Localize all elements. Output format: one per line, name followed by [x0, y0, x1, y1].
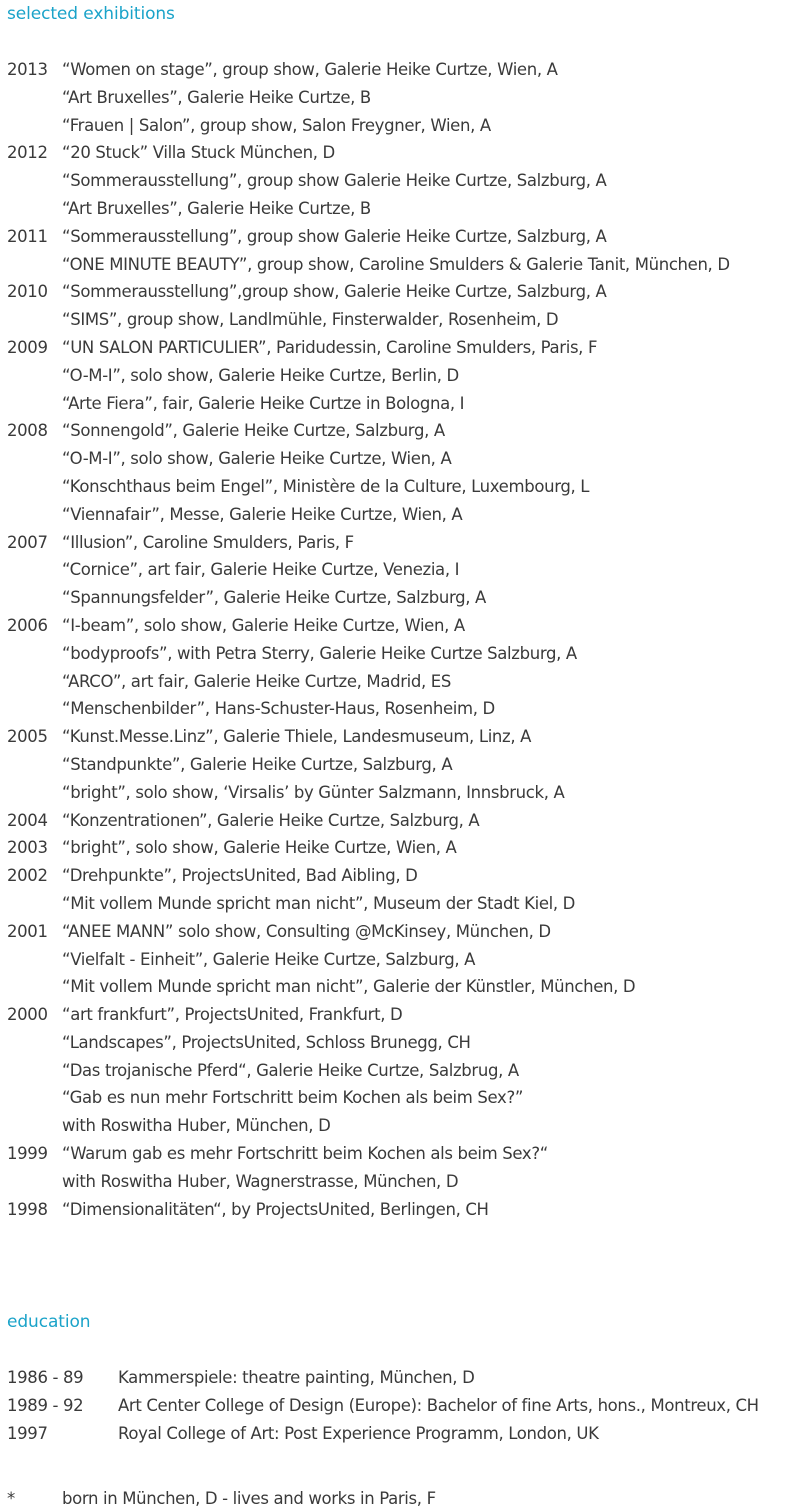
- exhibition-row: [0, 473, 800, 501]
- exhibition-row: [0, 306, 800, 334]
- exhibition-entry: “Mit vollem Munde spricht man nicht”, Museum der Stadt Kiel, D: [62, 893, 575, 913]
- exhibition-entry: “Sommerausstellung”,group show, Galerie Heike Curtze, Salzburg, A: [62, 282, 607, 302]
- education-period: 1997: [7, 1424, 48, 1443]
- education-heading: education: [7, 1312, 91, 1332]
- exhibition-row: [0, 445, 800, 473]
- exhibition-row: [0, 584, 800, 612]
- exhibition-row: [0, 1196, 800, 1224]
- exhibition-row: [0, 1001, 800, 1029]
- exhibition-row: [0, 751, 800, 779]
- exhibition-row: [0, 362, 800, 390]
- footnote-text: born in München, D - lives and works in Paris, F: [62, 1489, 436, 1508]
- exhibition-year: 2003: [7, 838, 48, 858]
- exhibition-row: [0, 890, 800, 918]
- exhibition-row: [0, 529, 800, 557]
- exhibition-row: [0, 139, 800, 167]
- exhibition-row: [0, 612, 800, 640]
- exhibition-entry: “Konschthaus beim Engel”, Ministère de la Culture, Luxembourg, L: [62, 476, 590, 496]
- exhibition-row: [0, 112, 800, 140]
- education-period: 1989 - 92: [7, 1396, 84, 1415]
- education-list: [0, 1364, 800, 1448]
- exhibition-row: [0, 195, 800, 223]
- exhibition-entry: “Konzentrationen”, Galerie Heike Curtze, Salzburg, A: [62, 810, 480, 830]
- education-row: [0, 1420, 800, 1448]
- exhibition-row: [0, 501, 800, 529]
- exhibition-entry: “Das trojanische Pferd“, Galerie Heike Curtze, Salzbrug, A: [62, 1060, 519, 1080]
- exhibition-row: [0, 1140, 800, 1168]
- exhibition-row: [0, 223, 800, 251]
- exhibition-entry: “Menschenbilder”, Hans-Schuster-Haus, Rosenheim, D: [62, 699, 495, 719]
- exhibition-entry: “Arte Fiera”, fair, Galerie Heike Curtze in Bologna, I: [62, 393, 465, 413]
- exhibition-row: [0, 973, 800, 1001]
- exhibition-row: [0, 390, 800, 418]
- exhibition-year: 2010: [7, 282, 48, 302]
- exhibition-entry: “Sonnengold”, Galerie Heike Curtze, Salzburg, A: [62, 421, 445, 441]
- exhibition-row: [0, 84, 800, 112]
- exhibition-row: [0, 946, 800, 974]
- exhibition-entry: “bodyproofs”, with Petra Sterry, Galerie Heike Curtze Salzburg, A: [62, 643, 577, 663]
- exhibition-year: 2013: [7, 60, 48, 79]
- exhibition-entry: “Frauen | Salon”, group show, Salon Freygner, Wien, A: [62, 115, 491, 135]
- exhibition-row: [0, 918, 800, 946]
- exhibition-entry: “20 Stuck” Villa Stuck München, D: [62, 143, 335, 163]
- exhibition-year: 2009: [7, 337, 48, 357]
- exhibition-row: [0, 668, 800, 696]
- exhibition-entry: “Vielfalt - Einheit”, Galerie Heike Curtze, Salzburg, A: [62, 949, 476, 969]
- exhibition-year: 2011: [7, 226, 48, 246]
- exhibition-entry: “Mit vollem Munde spricht man nicht”, Galerie der Künstler, München, D: [62, 977, 636, 997]
- exhibition-year: 2005: [7, 727, 48, 747]
- exhibition-row: [0, 56, 800, 84]
- exhibition-row: [0, 834, 800, 862]
- exhibition-row: [0, 1057, 800, 1085]
- exhibitions-list: [0, 56, 800, 1223]
- exhibition-entry: “Standpunkte”, Galerie Heike Curtze, Salzburg, A: [62, 754, 453, 774]
- exhibition-row: [0, 1084, 800, 1112]
- exhibition-row: [0, 807, 800, 835]
- exhibition-entry: “Spannungsfelder”, Galerie Heike Curtze, Salzburg, A: [62, 588, 486, 608]
- exhibition-row: [0, 723, 800, 751]
- exhibition-entry: “ANEE MANN” solo show, Consulting @McKinsey, München, D: [62, 921, 551, 941]
- exhibition-entry: “bright”, solo show, ‘Virsalis’ by Günter Salzmann, Innsbruck, A: [62, 782, 565, 802]
- exhibition-year: 1999: [7, 1144, 48, 1164]
- exhibition-entry: “Gab es nun mehr Fortschritt beim Kochen als beim Sex?”: [62, 1088, 524, 1108]
- exhibition-entry: “UN SALON PARTICULIER”, Paridudessin, Caroline Smulders, Paris, F: [62, 337, 598, 357]
- exhibition-entry: “SIMS”, group show, Landlmühle, Finsterwalder, Rosenheim, D: [62, 310, 559, 330]
- education-entry: Kammerspiele: theatre painting, München, D: [118, 1368, 475, 1387]
- exhibition-year: 2002: [7, 866, 48, 886]
- exhibition-entry: “Dimensionalitäten“, by ProjectsUnited, Berlingen, CH: [62, 1199, 489, 1219]
- education-row: [0, 1364, 800, 1392]
- exhibition-row: [0, 779, 800, 807]
- exhibition-entry: “Women on stage”, group show, Galerie Heike Curtze, Wien, A: [62, 60, 558, 79]
- exhibition-entry: “Sommerausstellung”, group show Galerie Heike Curtze, Salzburg, A: [62, 226, 607, 246]
- exhibition-row: [0, 1029, 800, 1057]
- exhibition-year: 2000: [7, 1005, 48, 1025]
- education-row: [0, 1392, 800, 1420]
- footnote-asterisk: *: [7, 1489, 15, 1508]
- exhibition-row: [0, 862, 800, 890]
- education-period: 1986 - 89: [7, 1368, 84, 1387]
- exhibition-entry: “Sommerausstellung”, group show Galerie Heike Curtze, Salzburg, A: [62, 171, 607, 191]
- exhibition-row: [0, 640, 800, 668]
- exhibition-entry: “Art Bruxelles”, Galerie Heike Curtze, B: [62, 87, 371, 107]
- exhibition-entry: “Art Bruxelles”, Galerie Heike Curtze, B: [62, 198, 371, 218]
- exhibition-year: 2012: [7, 143, 48, 163]
- exhibition-entry: “Illusion”, Caroline Smulders, Paris, F: [62, 532, 354, 552]
- education-entry: Royal College of Art: Post Experience Programm, London, UK: [118, 1424, 599, 1443]
- exhibition-entry: “ONE MINUTE BEAUTY”, group show, Caroline Smulders & Galerie Tanit, München, D: [62, 254, 730, 274]
- exhibition-entry: “I-beam”, solo show, Galerie Heike Curtze, Wien, A: [62, 615, 465, 635]
- exhibition-year: 2008: [7, 421, 48, 441]
- exhibition-entry: “Cornice”, art fair, Galerie Heike Curtze, Venezia, I: [62, 560, 460, 580]
- exhibition-year: 2001: [7, 921, 48, 941]
- exhibition-entry: “ARCO”, art fair, Galerie Heike Curtze, Madrid, ES: [62, 671, 451, 691]
- exhibition-year: 2004: [7, 810, 48, 830]
- exhibition-year: 2006: [7, 615, 48, 635]
- exhibition-row: [0, 167, 800, 195]
- exhibition-row: [0, 1168, 800, 1196]
- footnote: [0, 1486, 800, 1512]
- exhibition-entry: “bright”, solo show, Galerie Heike Curtze, Wien, A: [62, 838, 457, 858]
- exhibition-entry: “Viennafair”, Messe, Galerie Heike Curtze, Wien, A: [62, 504, 463, 524]
- exhibition-row: [0, 1112, 800, 1140]
- exhibition-entry: “Landscapes”, ProjectsUnited, Schloss Brunegg, CH: [62, 1032, 471, 1052]
- exhibition-entry: “O-M-I”, solo show, Galerie Heike Curtze, Berlin, D: [62, 365, 459, 385]
- exhibition-entry: “Kunst.Messe.Linz”, Galerie Thiele, Landesmuseum, Linz, A: [62, 727, 532, 747]
- exhibition-row: [0, 278, 800, 306]
- exhibition-entry: “Warum gab es mehr Fortschritt beim Kochen als beim Sex?“: [62, 1144, 548, 1164]
- exhibition-entry: with Roswitha Huber, München, D: [62, 1116, 331, 1136]
- education-entry: Art Center College of Design (Europe): Bachelor of fine Arts, hons., Montreux, CH: [118, 1396, 759, 1415]
- exhibition-row: [0, 334, 800, 362]
- exhibition-entry: “Drehpunkte”, ProjectsUnited, Bad Aibling, D: [62, 866, 418, 886]
- exhibition-year: 1998: [7, 1199, 48, 1219]
- exhibitions-heading: selected exhibitions: [7, 4, 175, 24]
- exhibition-row: [0, 251, 800, 279]
- exhibition-row: [0, 417, 800, 445]
- exhibition-row: [0, 556, 800, 584]
- exhibition-row: [0, 695, 800, 723]
- exhibition-entry: “O-M-I”, solo show, Galerie Heike Curtze, Wien, A: [62, 449, 452, 469]
- exhibition-entry: “art frankfurt”, ProjectsUnited, Frankfurt, D: [62, 1005, 403, 1025]
- exhibition-year: 2007: [7, 532, 48, 552]
- exhibition-entry: with Roswitha Huber, Wagnerstrasse, München, D: [62, 1171, 459, 1191]
